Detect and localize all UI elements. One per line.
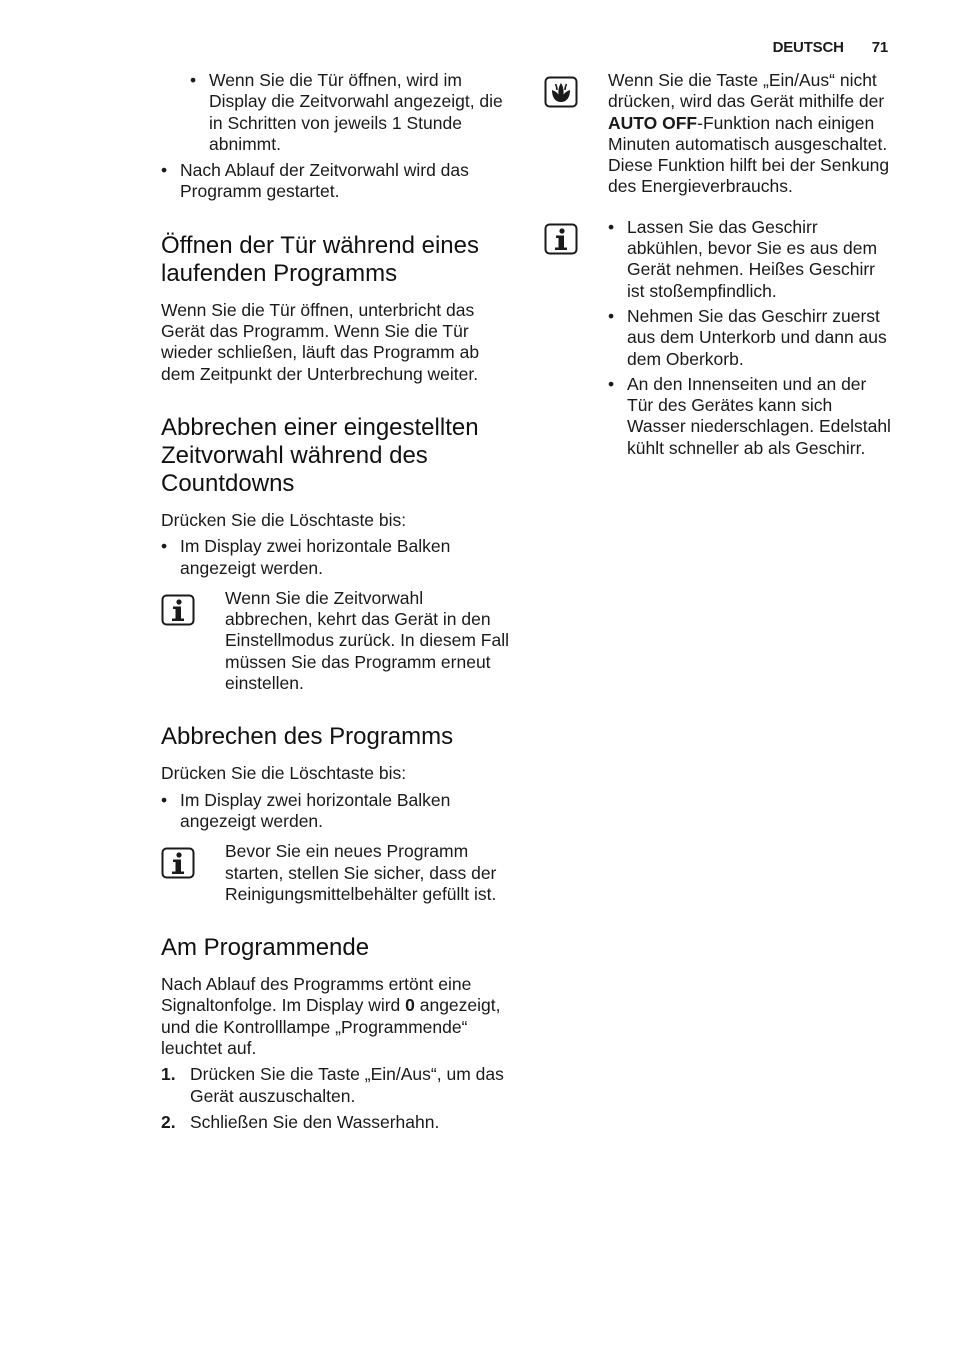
- cancel-delay-list: [161, 536, 511, 579]
- section-body-cancel-program: Drücken Sie die Löschtaste bis:: [161, 763, 407, 784]
- cancel-program-list: [161, 790, 511, 833]
- left-column: [161, 70, 511, 1133]
- info-note-cancel-delay: [161, 588, 511, 694]
- section-heading-door-open: Öffnen der Tür während eines laufenden Programms: [161, 231, 479, 287]
- note-text: Bevor Sie ein neues Programm starten, stellen Sie sicher, dass der Reinigungsmittelbehälter gefüllt ist.: [225, 841, 497, 904]
- list-item: 1. Drücken Sie die Taste „Ein/Aus“, um das Gerät auszuschalten.: [161, 1064, 504, 1106]
- section-body-cancel-delay: Drücken Sie die Löschtaste bis:: [161, 509, 407, 530]
- dishes-list: [608, 217, 894, 459]
- info-note-cancel-program: [161, 841, 511, 905]
- right-column: [544, 70, 894, 459]
- eco-leaf-icon: [544, 76, 578, 108]
- header-language: DEUTSCH: [772, 39, 844, 56]
- list-item: • Nehmen Sie das Geschirr zuerst aus dem Unterkorb und dann aus dem Oberkorb.: [608, 306, 894, 370]
- page-number: 71: [871, 39, 888, 56]
- info-icon: [544, 223, 578, 255]
- section-body-door-open: Wenn Sie die Tür öffnen, unterbricht das Gerät das Programm. Wenn Sie die Tür wieder schließen, läuft das Programm ab dem Zeitpunkt der Unterbrechung weiter.: [161, 299, 480, 384]
- list-item: • Nach Ablauf der Zeitvorwahl wird das Programm gestartet.: [161, 160, 511, 203]
- list-item: • Im Display zwei horizontale Balken angezeigt werden.: [161, 790, 511, 833]
- program-end-steps: [161, 1064, 511, 1133]
- intro-list: [161, 160, 511, 203]
- list-item: • An den Innenseiten und an der Tür des Gerätes kann sich Wasser niederschlagen. Edelstahl kühlt schneller ab als Geschirr.: [608, 374, 894, 459]
- section-heading-cancel-program: Abbrechen des Programms: [161, 723, 454, 751]
- intro-sub-list: [161, 70, 511, 155]
- section-heading-program-end: Am Programmende: [161, 934, 370, 962]
- list-item: • Lassen Sie das Geschirr abkühlen, bevor Sie es aus dem Gerät nehmen. Heißes Geschirr ist stoßempfindlich.: [608, 217, 894, 302]
- section-body-program-end: Nach Ablauf des Programms ertönt eine Signaltonfolge. Im Display wird 0 angezeigt, und die Kontrolllampe „Programmende“ leuchtet auf.: [161, 974, 501, 1059]
- page-header: [773, 39, 888, 56]
- eco-note: [544, 70, 894, 198]
- eco-note-text: Wenn Sie die Taste „Ein/Aus“ nicht drücken, wird das Gerät mithilfe der AUTO OFF-Funktion nach einigen Minuten automatisch ausgeschaltet. Diese Funktion hilft bei der Senkung des Energieverbrauchs.: [608, 70, 890, 197]
- list-item: 2. Schließen Sie den Wasserhahn.: [161, 1111, 440, 1132]
- list-item: • Im Display zwei horizontale Balken angezeigt werden.: [161, 536, 511, 579]
- list-item: • Wenn Sie die Tür öffnen, wird im Display die Zeitvorwahl angezeigt, die in Schritten von jeweils 1 Stunde abnimmt.: [161, 70, 511, 155]
- info-note-dishes: [544, 217, 894, 459]
- info-icon: [161, 847, 195, 879]
- info-icon: [161, 594, 195, 626]
- note-text: Wenn Sie die Zeitvorwahl abbrechen, kehrt das Gerät in den Einstellmodus zurück. In diesem Fall müssen Sie das Programm erneut einstellen.: [225, 587, 509, 694]
- section-heading-cancel-delay: Abbrechen einer eingestellten Zeitvorwahl während des Countdowns: [161, 413, 479, 497]
